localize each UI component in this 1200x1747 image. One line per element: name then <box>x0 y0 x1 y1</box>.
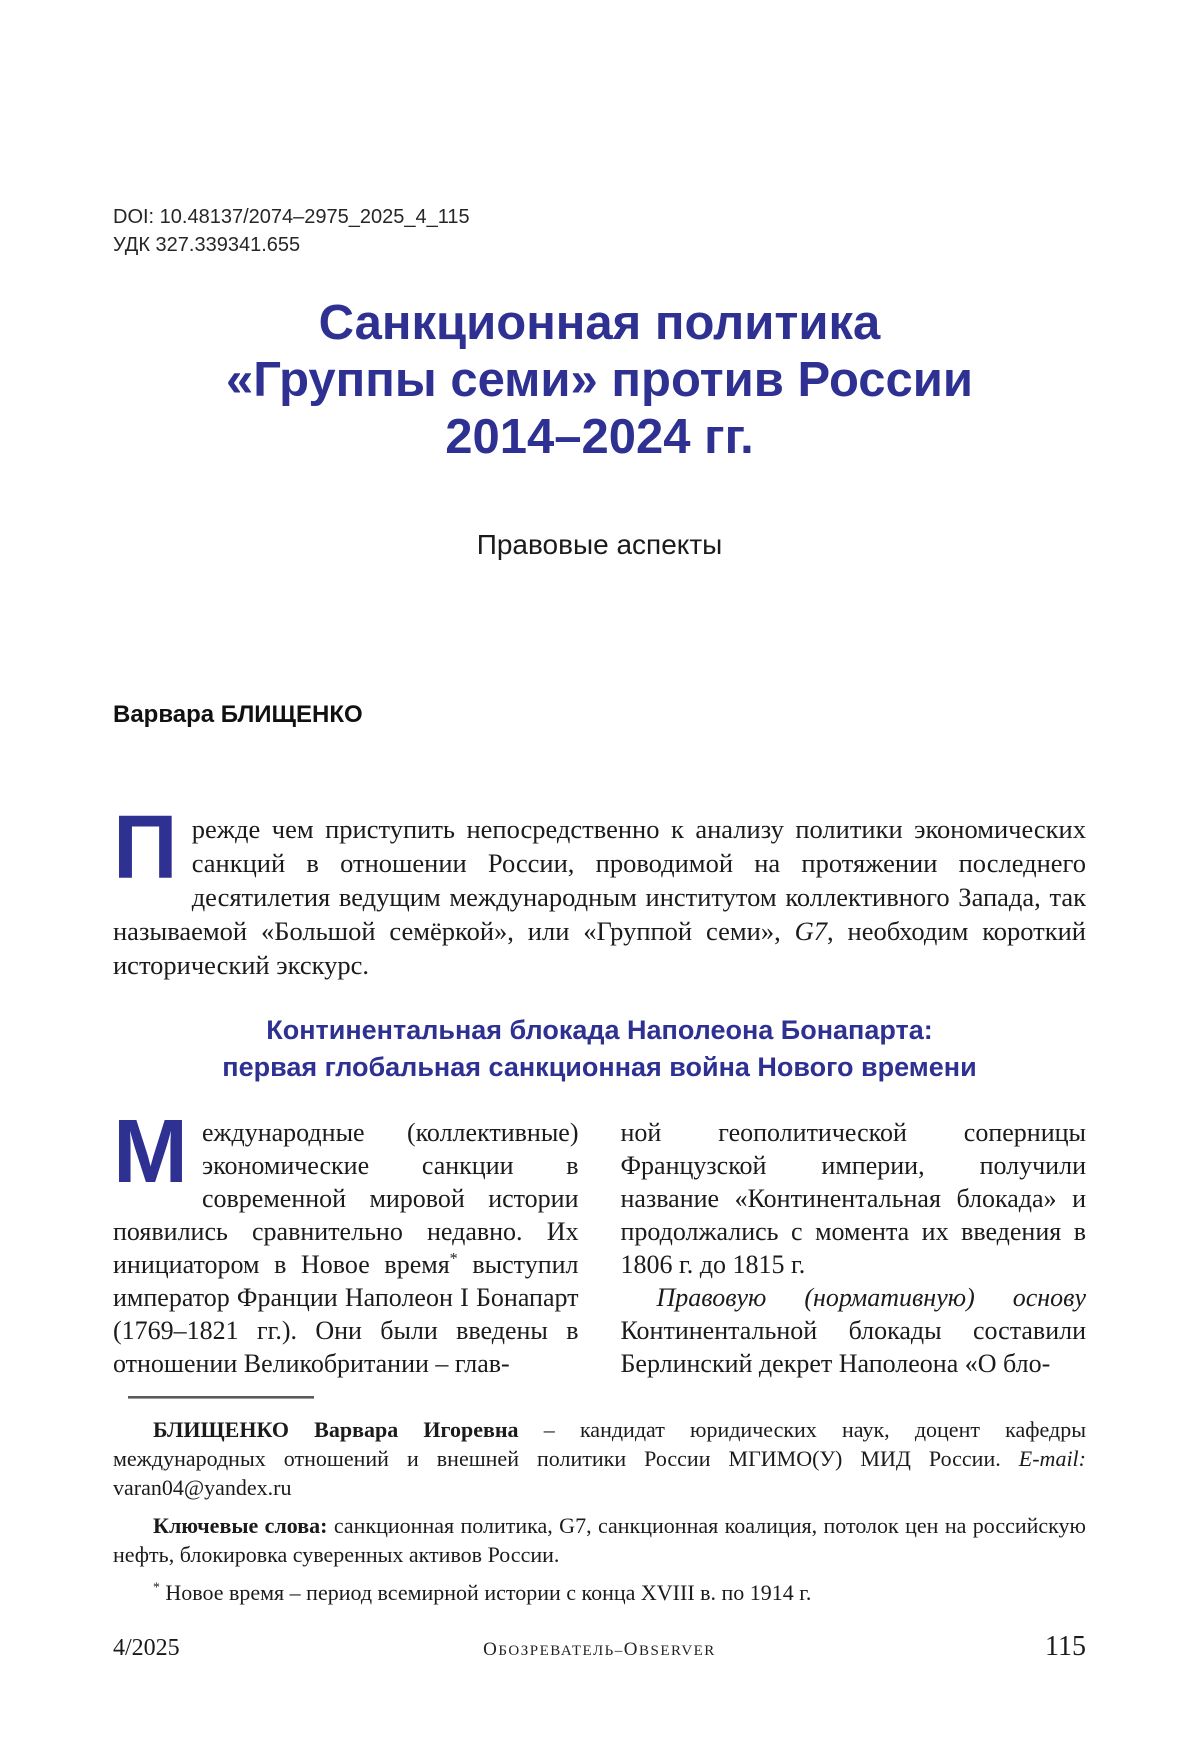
right-column-paragraph-2 <box>621 1281 1087 1380</box>
right-column-paragraph-1: ной геополитической соперницы Французской империи, получили название «Континентальная блокада» и продолжались с момента их введения в 1806 г. до 1815 г. <box>620 1118 1086 1279</box>
right-col-text-rest: Континентальной блокады составили Берлинский декрет Наполеона «О бло- <box>620 1316 1086 1378</box>
section-heading-line-1: Континентальная блокада Наполеона Бонапарта: <box>266 1015 933 1045</box>
email-value: varan04@yandex.ru <box>113 1475 292 1500</box>
section-heading-line-2: первая глобальная санкционная война Нового времени <box>222 1052 977 1082</box>
intro-text-part2: , необходим короткий исторический экскурс. <box>113 916 1086 980</box>
star-footnote <box>113 1578 1086 1607</box>
footer-page-number: 115 <box>1045 1631 1086 1662</box>
intro-g7-italic: G7 <box>794 916 827 946</box>
star-footnote-text: Новое время – период всемирной истории с конца XVIII в. по 1914 г. <box>159 1580 812 1605</box>
left-col-text-part2: выступил император Франции Наполеон I Бонапарт (1769–1821 гг.). Они были введены в отношении Великобритании – глав- <box>113 1250 579 1378</box>
article-title-line-1: Санкционная политика <box>318 296 881 350</box>
dropcap-letter: П <box>113 798 178 898</box>
left-col-text-part1: еждународные (коллективные) экономические санкции в современной мировой истории появились сравнительно недавно. Их инициатором в Новое время <box>113 1118 579 1279</box>
two-column-body <box>113 1102 1086 1380</box>
footer-issue-number: 4/2025 <box>113 1635 180 1661</box>
section-heading <box>113 1012 1086 1086</box>
email-label: E-mail: <box>1018 1446 1086 1471</box>
article-title <box>113 295 1086 466</box>
journal-name-initial-2: O <box>623 1639 639 1660</box>
doi-line: DOI: 10.48137/2074–2975_2025_4_115 <box>113 206 470 228</box>
keywords-footnote <box>113 1511 1086 1569</box>
article-title-line-3: 2014–2024 гг. <box>445 410 754 464</box>
left-column-paragraph <box>113 1102 579 1380</box>
intro-paragraph <box>113 798 1086 982</box>
keywords-label: Ключевые слова: <box>153 1513 328 1538</box>
right-column <box>621 1116 1087 1380</box>
right-col-italic-lead: Правовую (нормативную) основу <box>656 1283 1086 1312</box>
journal-name-rest-2: BSERVER <box>639 1643 716 1659</box>
keywords-text: санкционная политика, G7, санкционная коалиция, потолок цен на российскую нефть, блокировка суверенных активов России. <box>113 1513 1086 1567</box>
footnote-divider-rule <box>128 1396 314 1399</box>
intro-text-part1: режде чем приступить непосредственно к анализу политики экономических санкций в отношении России, проводимой на протяжении последнего десятилетия ведущим международным институтом коллективного Запада, так называемой «Большой семёркой», или «Группой семи», <box>113 814 1086 946</box>
article-title-line-2: «Группы семи» против России <box>225 353 974 407</box>
footnotes-block <box>113 1415 1086 1607</box>
author-footnote <box>113 1415 1086 1502</box>
journal-name-rest: БОЗРЕВАТЕЛЬ– <box>498 1643 624 1659</box>
footer-journal-name <box>333 1639 866 1661</box>
journal-name-initial: О <box>483 1639 499 1660</box>
udk-line: УДК 327.339341.655 <box>113 234 301 256</box>
footnote-author-bold: БЛИЩЕНКО Варвара Игоревна <box>153 1417 519 1442</box>
page-footer <box>113 1631 1086 1663</box>
footnote-asterisk-marker: * <box>449 1250 458 1268</box>
dropcap-letter: М <box>113 1102 188 1202</box>
footnote-author-rest: – кандидат юридических наук, доцент кафедры международных отношений и внешней политики России МГИМО(У) МИД России. <box>113 1417 1086 1471</box>
star-footnote-marker: * <box>153 1579 160 1595</box>
left-column <box>113 1102 579 1380</box>
article-subtitle: Правовые аспекты <box>476 529 723 560</box>
article-meta <box>113 0 1086 259</box>
author-name: Варвара БЛИЩЕНКО <box>113 701 363 728</box>
